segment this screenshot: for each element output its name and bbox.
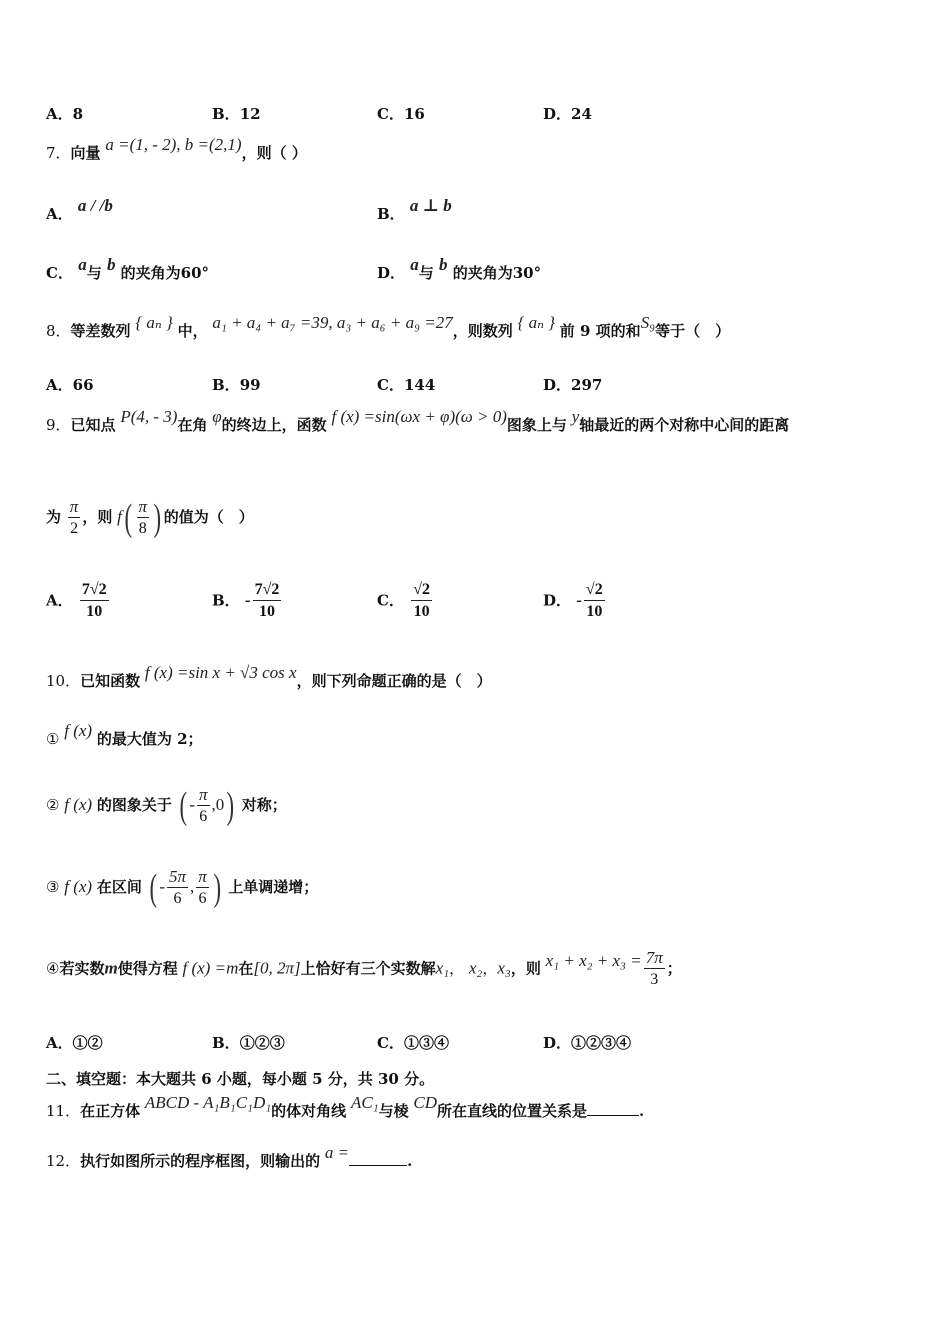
question-11: 11．在正方体 ABCD - A₁B₁C₁D₁的体对角线 AC₁与棱 CD所在直线的位置关系是 .: [46, 1093, 645, 1120]
q10-option-b: B．①②③: [212, 1034, 285, 1052]
q10-statement-3: ③ f (x) 在区间 ( - $\frac{5\pi}{6}$ , $\frac{\pi}{6}$ ) 上单调递增；: [46, 866, 319, 909]
q7-option-d: D． a与 b 的夹角为30°: [377, 255, 542, 282]
q8-option-b: B．99: [212, 376, 261, 394]
q7-math: a =(1, - 2), b =(2,1): [105, 135, 242, 154]
question-7: 7．向量 a =(1, - 2), b =(2,1)，则（ ）: [46, 135, 307, 162]
q10-option-d: D．①②③④: [543, 1034, 632, 1052]
q10-statement-1: ① f (x) 的最大值为 2；: [46, 721, 203, 748]
q6-option-b: B．12: [212, 105, 261, 123]
q10-option-a: A．①②: [46, 1034, 103, 1052]
q7-option-b: B． a ⊥ b: [377, 196, 452, 223]
section-2-title: 二、填空题：本大题共 6 小题，每小题 5 分，共 30 分。: [46, 1070, 435, 1088]
question-9-cont: 为 $\frac{\pi}{2}$ ，则 f( $\frac{\pi}{8}$ ) 的值为（ ）: [46, 496, 254, 539]
q7-option-a: A． a / /b: [46, 196, 113, 223]
q7-option-c: C． a与 b 的夹角为60°: [46, 255, 210, 282]
q6-option-c: C．16: [377, 105, 425, 123]
q9-option-a: A． $\frac{7√2}{10}$: [46, 581, 107, 620]
q6-option-d: D．24: [543, 105, 592, 123]
q11-answer-blank: [587, 1101, 639, 1116]
question-12: 12．执行如图所示的程序框图，则输出的 a = .: [46, 1143, 413, 1170]
q8-option-d: D．297: [543, 376, 603, 394]
question-10: 10．已知函数 f (x) =sin x + √3 cos x，则下列命题正确的是（ ）: [46, 663, 492, 690]
q8-option-a: A．66: [46, 376, 94, 394]
q9-option-b: B． - $\frac{7√2}{10}$: [212, 581, 280, 620]
q9-option-d: D． - $\frac{√2}{10}$: [543, 581, 603, 620]
q12-answer-blank: [349, 1151, 407, 1166]
q10-statement-4: ④若实数m使得方程 f (x) =m在[0, 2π]上恰好有三个实数解x₁， x₂，x₃，则 x₁ + x₂ + x₃ = $\frac{7\pi}{3}$ ；: [46, 948, 682, 988]
q9-option-c: C． $\frac{√2}{10}$: [377, 581, 430, 620]
q10-statement-2: ② f (x) 的图象关于 ( - $\frac{\pi}{6}$ ,0) 对称；: [46, 784, 287, 827]
q8-option-c: C．144: [377, 376, 436, 394]
q10-option-c: C．①③④: [377, 1034, 449, 1052]
question-9: 9．已知点 P(4, - 3)在角 φ的终边上，函数 f (x) =sin(ωx + φ)(ω > 0)图象上与 y轴最近的两个对称中心间的距离: [46, 407, 790, 434]
question-8: 8．等差数列 { aₙ } 中， a₁ + a₄ + a₇ =39, a₃ + a₆ + a₉ =27，则数列 { aₙ } 前 9 项的和S₉等于（ ）: [46, 313, 731, 340]
q6-option-a: A．8: [46, 105, 84, 123]
